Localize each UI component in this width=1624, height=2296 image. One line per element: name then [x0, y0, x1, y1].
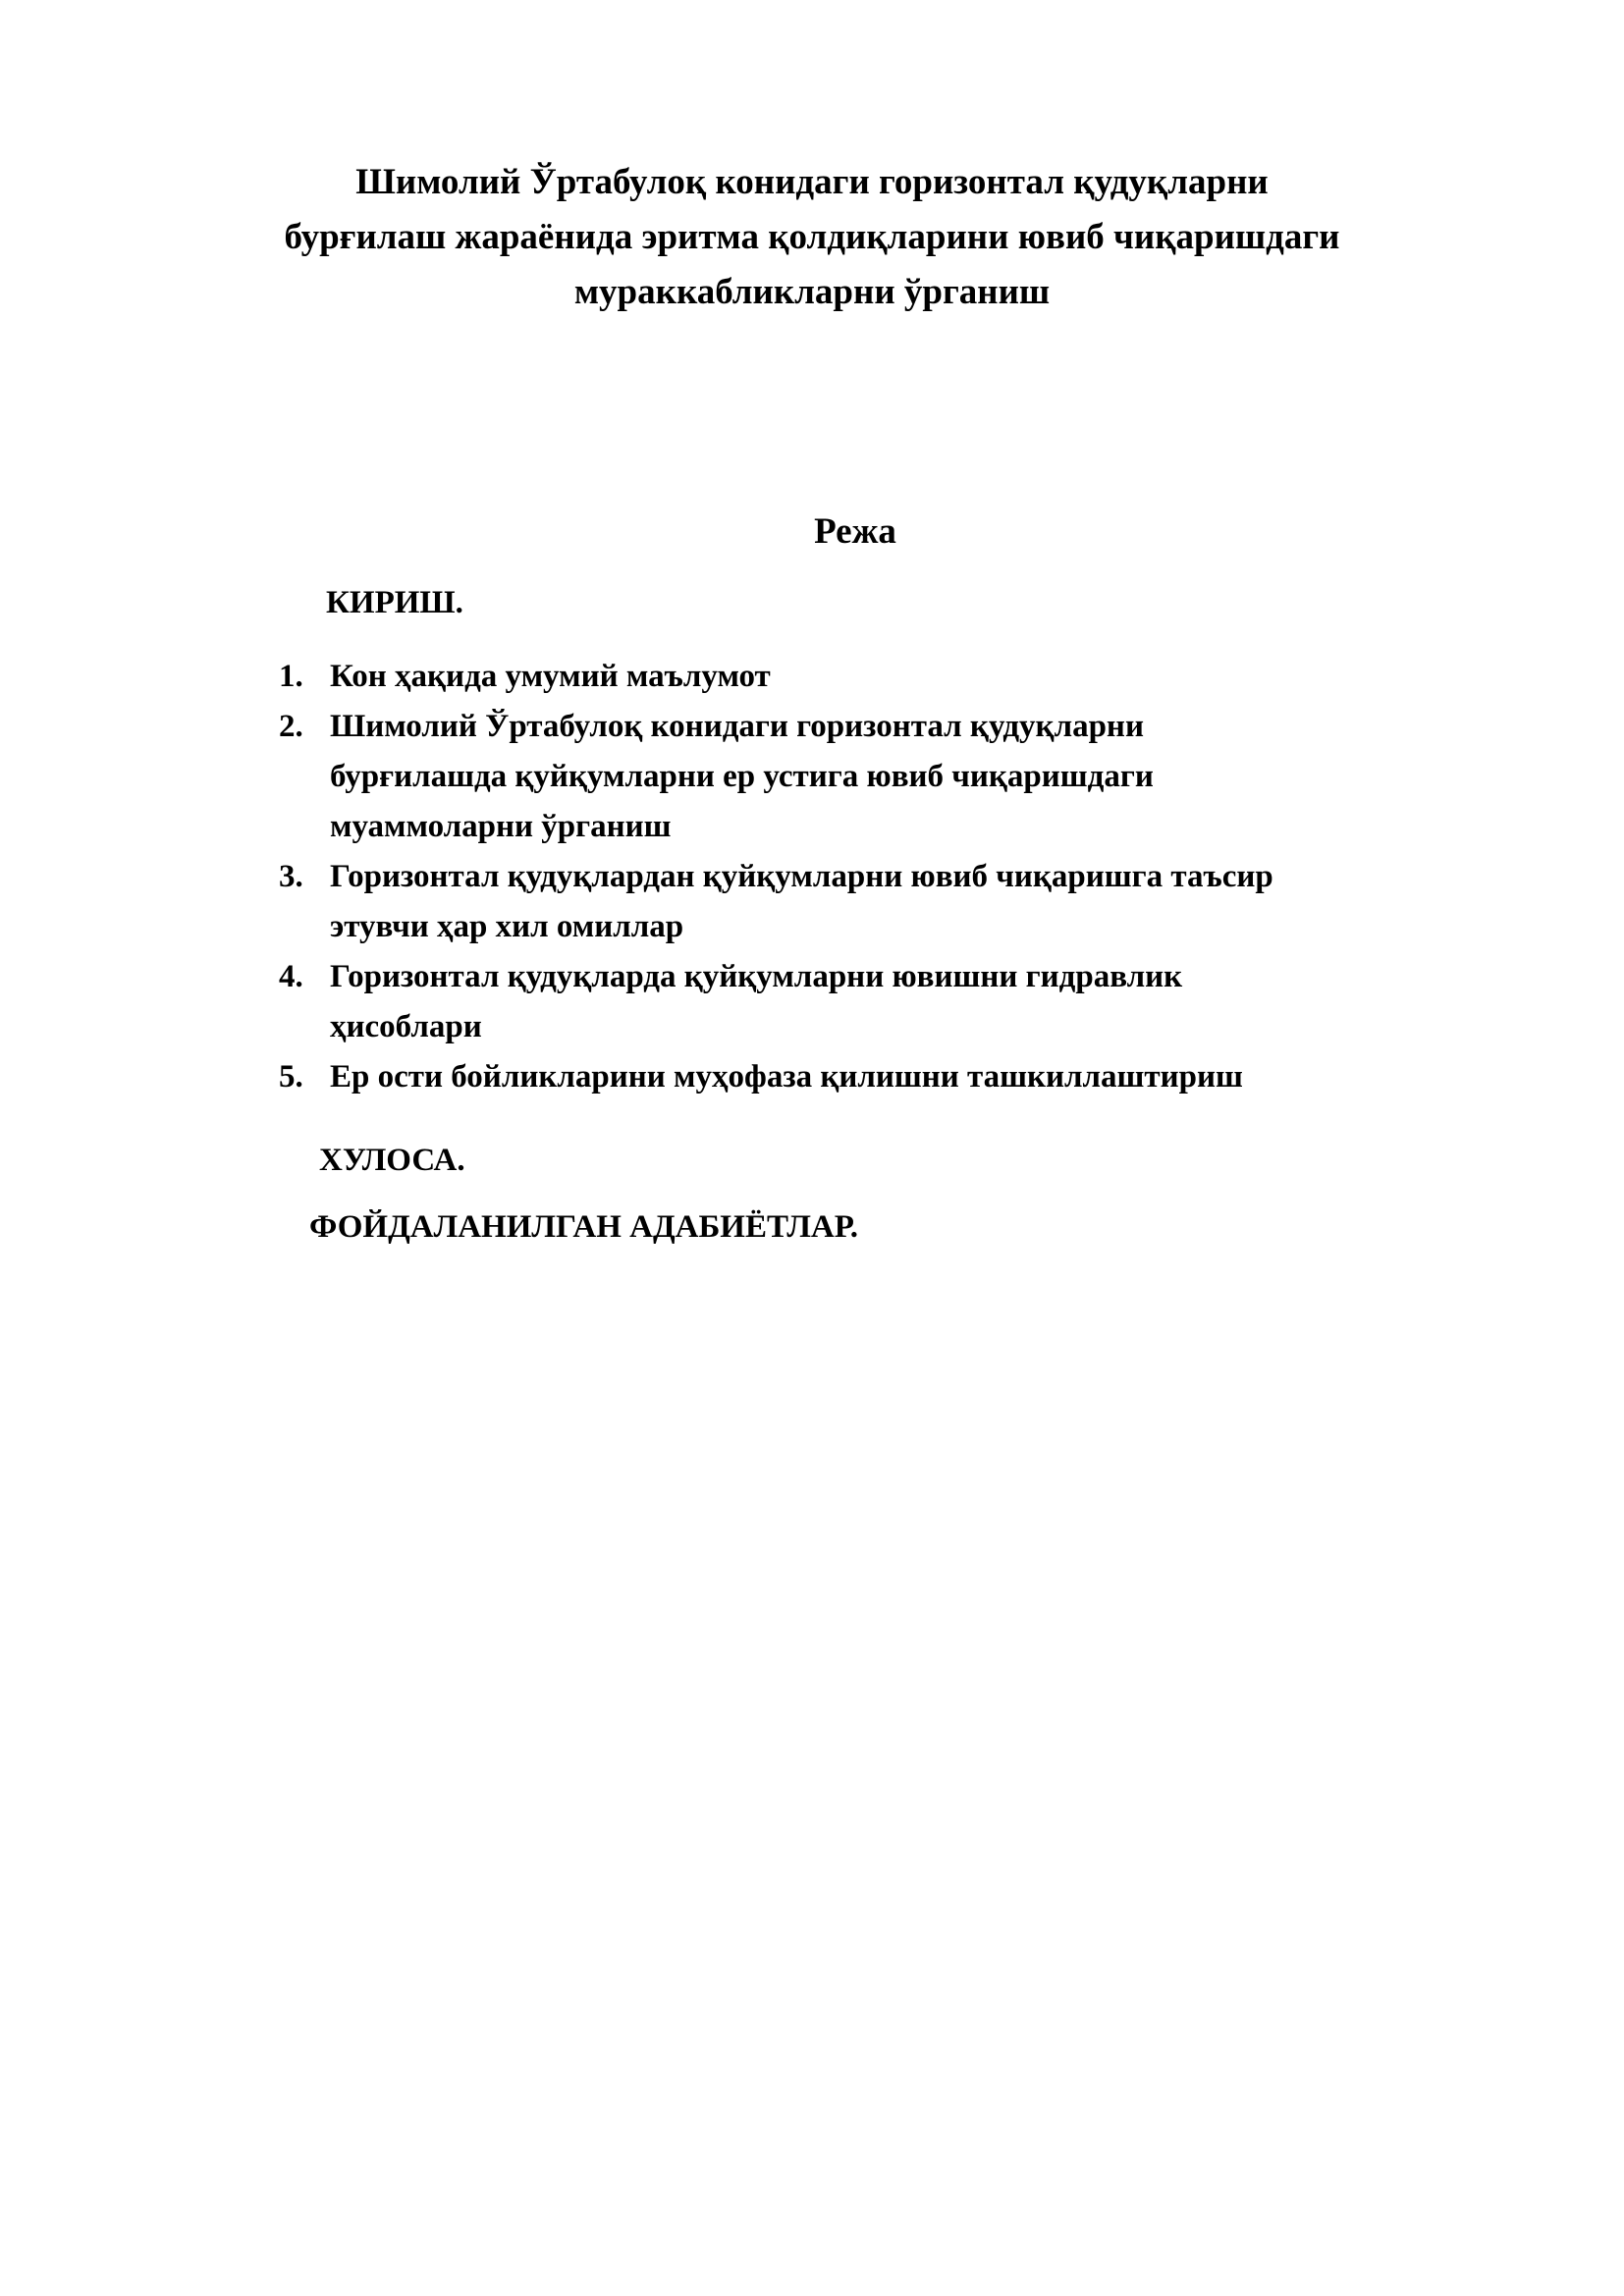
title-line: мураккабликларни ўрганиш	[573, 272, 1051, 312]
toc-item-text: Шимолий Ўртабулоқ конидаги горизонтал қудуқларни	[330, 709, 1144, 744]
toc-item-text: Кон ҳақида умумий маълумот	[330, 659, 771, 694]
toc-item	[279, 1052, 1496, 1102]
title-line: бурғилаш жараёнида эритма қолдиқларини ювиб чиқаришдаги	[284, 217, 1340, 257]
toc-item-text: Ер ости бойликларини муҳофаза қилишни ташкиллаштириш	[330, 1059, 1243, 1095]
table-of-contents	[279, 652, 1496, 1102]
toc-item-text: этувчи ҳар хил омиллар	[330, 909, 684, 944]
toc-item-number: 3.	[279, 859, 303, 894]
intro-heading: КИРИШ.	[326, 585, 463, 620]
toc-item	[279, 702, 1496, 852]
references-heading: ФОЙДАЛАНИЛГАН АДАБИЁТЛАР.	[309, 1209, 859, 1245]
conclusion-heading: ХУЛОСА.	[319, 1143, 465, 1178]
plan-heading: Режа	[814, 511, 896, 552]
toc-item-number: 2.	[279, 709, 303, 744]
toc-item-text: муаммоларни ўрганиш	[330, 809, 672, 844]
toc-item	[279, 652, 1496, 702]
toc-item-number: 1.	[279, 659, 303, 694]
toc-item-text: Горизонтал қудуқларда қуйқумларни ювишни гидравлик	[330, 959, 1183, 994]
toc-item-number: 4.	[279, 959, 303, 994]
document-title	[196, 155, 1428, 320]
toc-item-text: ҳисоблари	[330, 1009, 482, 1044]
toc-item-number: 5.	[279, 1059, 303, 1095]
toc-item-text: Горизонтал қудуқлардан қуйқумларни ювиб чиқаришга таъсир	[330, 859, 1273, 894]
toc-item	[279, 852, 1496, 952]
title-line: Шимолий Ўртабулоқ конидаги горизонтал қудуқларни	[355, 162, 1269, 202]
toc-item	[279, 952, 1496, 1052]
toc-item-text: бурғилашда қуйқумларни ер устига ювиб чиқаришдаги	[330, 759, 1154, 794]
